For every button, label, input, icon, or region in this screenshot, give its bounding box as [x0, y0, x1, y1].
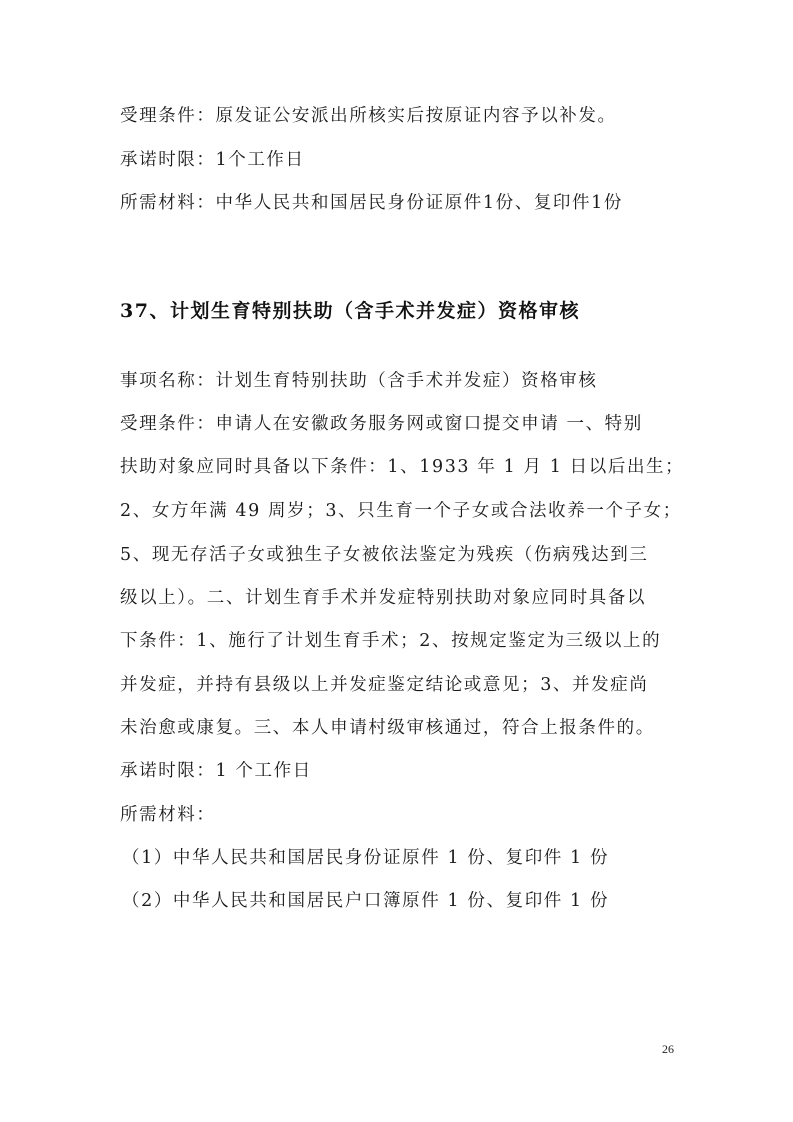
time-limit-line: 承诺时限：1 个工作日 — [120, 761, 312, 781]
body-text-line: 5、现无存活子女或独生子女被依法鉴定为残疾（伤病残达到三 — [120, 545, 649, 565]
body-text-line: 并发症，并持有县级以上并发症鉴定结论或意见；3、并发症尚 — [120, 675, 649, 695]
acceptance-conditions-line: 受理条件：申请人在安徽政务服务网或窗口提交申请 一、特别 — [120, 414, 643, 434]
material-item-2: （2）中华人民共和国居民户口簿原件 1 份、复印件 1 份 — [122, 891, 610, 911]
acceptance-conditions-line: 受理条件：原发证公安派出所核实后按原证内容予以补发。 — [120, 106, 617, 126]
page-number: 26 — [662, 1042, 674, 1056]
required-materials-label: 所需材料： — [120, 805, 216, 825]
body-text-line: 2、女方年满 49 周岁；3、只生育一个子女或合法收养一个子女； — [120, 501, 682, 521]
time-limit-line: 承诺时限：1个工作日 — [120, 150, 305, 170]
body-text-line: 下条件：1、施行了计划生育手术；2、按规定鉴定为三级以上的 — [120, 631, 662, 651]
section-heading: 37、计划生育特别扶助（含手术并发症）资格审核 — [120, 300, 580, 322]
item-name-line: 事项名称：计划生育特别扶助（含手术并发症）资格审核 — [120, 371, 598, 391]
body-text-line: 未治愈或康复。三、本人申请村级审核通过，符合上报条件的。 — [120, 718, 655, 738]
body-text-line: 级以上）。二、计划生育手术并发症特别扶助对象应同时具备以 — [120, 588, 647, 608]
material-item-1: （1）中华人民共和国居民身份证原件 1 份、复印件 1 份 — [122, 848, 610, 868]
body-text-line: 扶助对象应同时具备以下条件：1、1933 年 1 月 1 日以后出生； — [120, 457, 685, 477]
required-materials-line: 所需材料：中华人民共和国居民身份证原件1份、复印件1份 — [120, 193, 623, 213]
